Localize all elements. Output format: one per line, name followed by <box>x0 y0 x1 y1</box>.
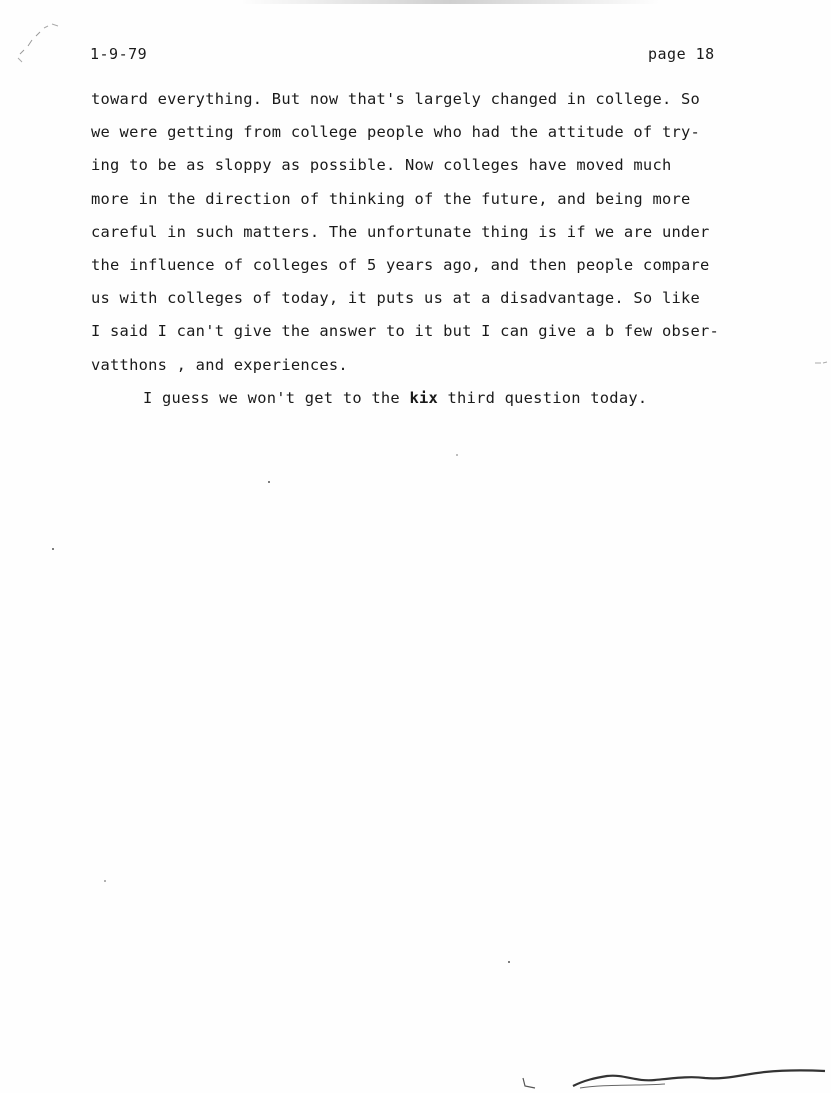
closing-line-end: third question today. <box>438 388 648 407</box>
text-line-2: we were getting from college people who had the attitude of try- <box>91 123 701 142</box>
text-line-4: more in the direction of thinking of the future, and being more <box>91 189 691 208</box>
bottom-pen-scribble <box>515 1060 831 1093</box>
header-page-number: page 18 <box>648 45 715 63</box>
header-date: 1-9-79 <box>90 45 148 63</box>
text-line-7: us with colleges of today, it puts us at a disadvantage. So like <box>91 289 701 308</box>
text-line-8: I said I can't give the answer to it but I can give a b few obser- <box>91 322 720 341</box>
struck-typo: kix <box>409 388 439 407</box>
ink-speck <box>52 548 54 550</box>
closing-line <box>91 387 791 420</box>
ink-speck <box>508 961 510 963</box>
ink-speck <box>104 880 106 882</box>
text-line-5: careful in such matters. The unfortunate thing is if we are under <box>91 222 710 241</box>
text-line-6: the influence of colleges of 5 years ago, and then people compare <box>91 255 710 274</box>
corner-pencil-marks <box>8 10 68 70</box>
text-line-9: vatthons , and experiences. <box>91 355 348 374</box>
text-line-3: ing to be as sloppy as possible. Now colleges have moved much <box>91 156 672 175</box>
ink-speck <box>268 481 270 483</box>
margin-tick-mark <box>815 360 829 366</box>
ink-speck <box>456 454 458 456</box>
scan-smudge <box>240 0 660 4</box>
body-text <box>91 88 791 420</box>
closing-line-start: I guess we won't get to the <box>143 388 410 407</box>
text-line-1: toward everything. But now that's largely changed in college. So <box>91 90 701 108</box>
